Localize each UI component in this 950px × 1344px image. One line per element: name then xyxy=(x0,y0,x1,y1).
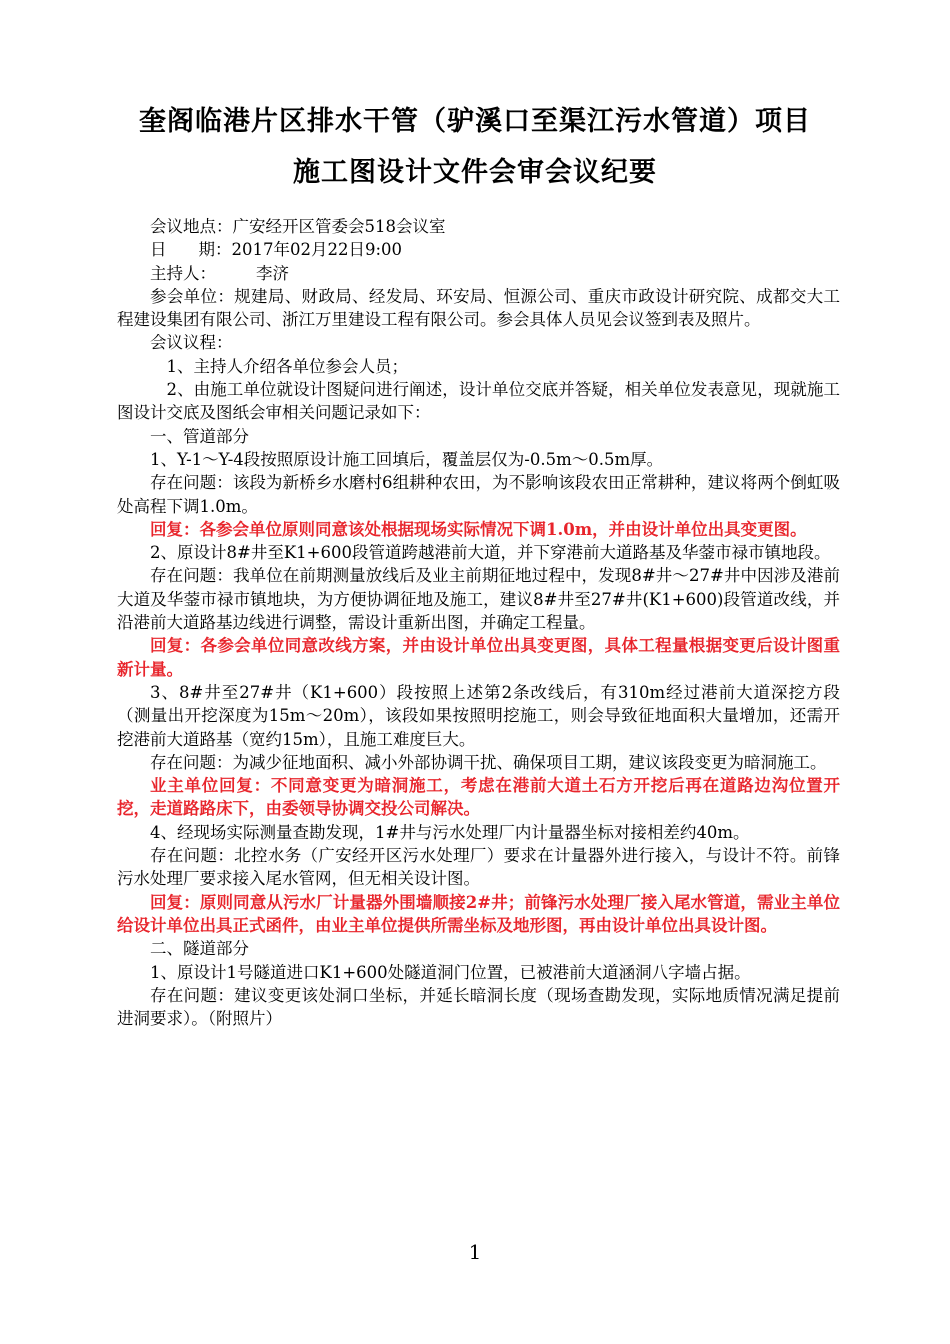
date-label-a: 日 xyxy=(150,240,167,260)
section-1-item-4: 4、经现场实际测量查勘发现，1#井与污水处理厂内计量器坐标对接相差约40m。 xyxy=(150,822,750,842)
agenda-title: 会议议程： xyxy=(150,333,233,353)
attendees: 参会单位：规建局、财政局、经发局、环安局、恒源公司、重庆市政设计研究院、成都交大工程建设集团有限公司、浙江万里建设工程有限公司。参会具体人员见会议签到表及照片。 xyxy=(117,286,840,330)
section-2-issue-1: 存在问题：建议变更该处洞口坐标，并延长暗洞长度（现场查勘发现，实际地质情况满足提前进洞要求）。（附照片） xyxy=(117,985,840,1029)
section-1-reply-3: 业主单位回复：不同意变更为暗洞施工，考虑在港前大道土石方开挖后再在道路边沟位置开挖，走道路路床下，由委领导协调交投公司解决。 xyxy=(117,776,840,819)
section-1-reply-2: 回复：各参会单位同意改线方案，并由设计单位出具变更图，具体工程量根据变更后设计图重新计量。 xyxy=(117,636,840,679)
section-1-heading: 一、管道部分 xyxy=(150,426,249,446)
section-1-issue-3: 存在问题：为减少征地面积、减小外部协调干扰、确保项目工期，建议该段变更为暗洞施工。 xyxy=(150,752,827,772)
host-label: 主持人： xyxy=(150,263,216,283)
section-2-heading: 二、隧道部分 xyxy=(150,939,249,959)
document-title-line-1: 奎阁临港片区排水干管（驴溪口至渠江污水管道）项目 xyxy=(139,106,811,137)
meeting-host xyxy=(117,262,840,285)
document-body xyxy=(117,215,840,1030)
section-1-item-3: 3、8#井至27#井（K1+600）段按照上述第2条改线后，有310m经过港前大道深挖方段（测量出开挖深度为15m～20m），该段如果按照明挖施工，则会导致征地面积大量增加，还需开挖港前大道路基（宽约15m），且施工难度巨大。 xyxy=(117,682,840,749)
section-1-issue-2: 存在问题：我单位在前期测量放线后及业主前期征地过程中，发现8#井～27#井中因涉及港前大道及华蓥市禄市镇地块，为方便协调征地及施工，建议8#井至27#井(K1+600)段管道改线，并沿港前大道路基边线进行调整，需设计重新出图，并确定工程量。 xyxy=(117,566,840,633)
section-1-issue-1: 存在问题：该段为新桥乡水磨村6组耕种农田，为不影响该段农田正常耕种，建议将两个倒虹吸处高程下调1.0m。 xyxy=(117,473,840,516)
meeting-location: 会议地点：广安经开区管委会518会议室 xyxy=(150,217,446,236)
section-1-reply-1: 回复：各参会单位原则同意该处根据现场实际情况下调1.0m，并由设计单位出具变更图。 xyxy=(150,519,807,539)
host-name: 李济 xyxy=(256,263,289,283)
section-1-item-2: 2、原设计8#井至K1+600段管道跨越港前大道，并下穿港前大道路基及华蓥市禄市镇地段。 xyxy=(150,543,831,563)
page-number: 1 xyxy=(468,1240,482,1264)
date-label-b: 期：2017年02月22日9:00 xyxy=(198,240,403,260)
section-1-issue-4: 存在问题：北控水务（广安经开区污水处理厂）要求在计量器外进行接入，与设计不符。前锋污水处理厂要求接入尾水管网，但无相关设计图。 xyxy=(117,846,840,889)
meeting-date xyxy=(117,238,840,261)
section-1-item-1: 1、Y-1～Y-4段按照原设计施工回填后，覆盖层仅为-0.5m～0.5m厚。 xyxy=(150,449,664,469)
section-1-reply-4: 回复：原则同意从污水厂计量器外围墙顺接2#井；前锋污水处理厂接入尾水管道，需业主单位给设计单位出具正式函件，由业主单位提供所需坐标及地形图，再由设计单位出具设计图。 xyxy=(117,892,840,935)
section-2-item-1: 1、原设计1号隧道进口K1+600处隧道洞门位置，已被港前大道涵洞八字墙占据。 xyxy=(150,962,751,982)
agenda-item-1: 1、主持人介绍各单位参会人员； xyxy=(166,356,408,376)
document-title-line-2: 施工图设计文件会审会议纪要 xyxy=(293,157,657,188)
agenda-item-2: 2、由施工单位就设计图疑问进行阐述，设计单位交底并答疑，相关单位发表意见，现就施工图设计交底及图纸会审相关问题记录如下： xyxy=(117,380,840,423)
